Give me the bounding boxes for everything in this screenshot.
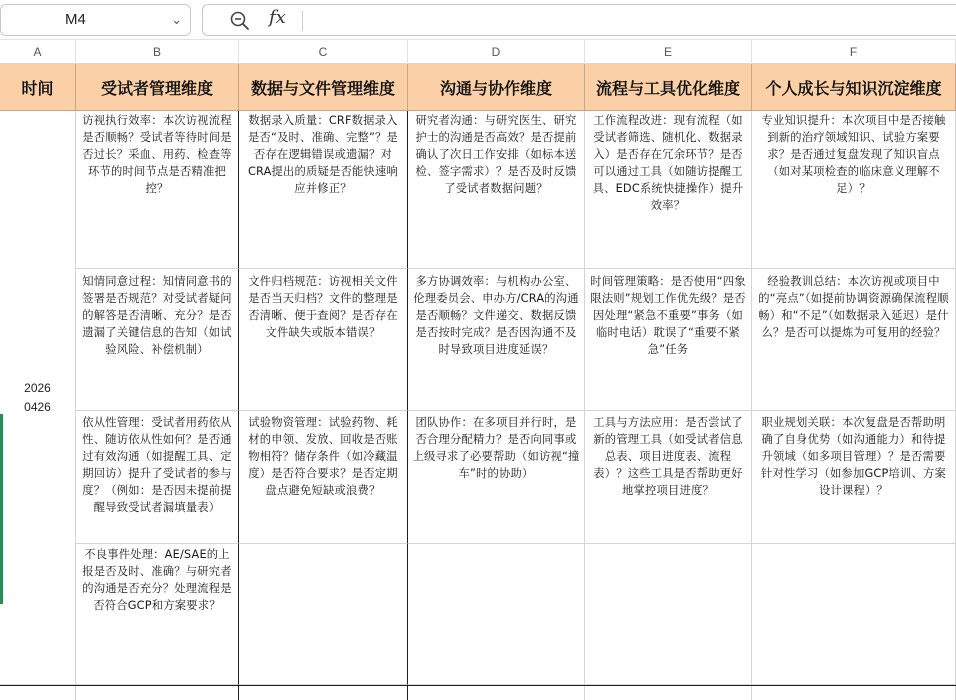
- table-cell[interactable]: 试验物资管理：试验药物、耗材的申领、发放、回收是否账物相符？储存条件（如冷藏温度）是否符合要求？是否定期盘点避免短缺或浪费？: [239, 411, 408, 544]
- name-box[interactable]: [0, 4, 191, 36]
- table-cell[interactable]: 不良事件处理：AE/SAE的上报是否及时、准确？与研究者的沟通是否充分？处理流程是否符合GCP和方案要求？: [76, 544, 239, 685]
- table-cell[interactable]: 数据录入质量：CRF数据录入是否“及时、准确、完整”？是否存在逻辑错误或遗漏？对CRA提出的质疑是否能快速响应并修正？: [239, 111, 408, 269]
- table-cell[interactable]: 经验教训总结：本次访视或项目中的“亮点”（如提前协调资源确保流程顺畅）和“不足”（如数据录入延迟）是什么？是否可以提炼为可复用的经验？: [752, 269, 956, 411]
- header-cell-subject[interactable]: 受试者管理维度: [76, 64, 239, 111]
- column-header-e[interactable]: E: [585, 40, 752, 64]
- table-cell[interactable]: 职业规划关联：本次复盘是否帮助明确了自身优势（如沟通能力）和待提升领域（如多项目管理）？是否需要针对性学习（如参加GCP培训、方案设计课程）？: [752, 411, 956, 544]
- table-cell[interactable]: 文件归档规范：访视相关文件是否当天归档？文件的整理是否清晰、便于查阅？是否存在文件缺失或版本错误？: [239, 269, 408, 411]
- table-cell[interactable]: [585, 544, 752, 685]
- table-cell[interactable]: 时间管理策略：是否使用“四象限法则”规划工作优先级？是否因处理“紧急不重要”事务（如临时电话）耽误了“重要不紧急”任务: [585, 269, 752, 411]
- empty-cell[interactable]: [239, 686, 408, 700]
- header-cell-data[interactable]: 数据与文件管理维度: [239, 64, 408, 111]
- table-cell[interactable]: 工作流程改进：现有流程（如受试者筛选、随机化、数据录入）是否存在冗余环节？是否可以通过工具（如随访提醒工具、EDC系统快捷操作）提升效率？: [585, 111, 752, 269]
- table-cell[interactable]: [239, 544, 408, 685]
- empty-cell[interactable]: [76, 686, 239, 700]
- time-cell[interactable]: 2026 0426: [0, 111, 76, 685]
- column-header-f[interactable]: F: [752, 40, 956, 64]
- formula-input-area[interactable]: [202, 4, 956, 36]
- header-cell-process[interactable]: 流程与工具优化维度: [585, 64, 752, 111]
- column-header-d[interactable]: D: [408, 40, 585, 64]
- header-cell-time[interactable]: 时间: [0, 64, 76, 111]
- table-cell[interactable]: 工具与方法应用：是否尝试了新的管理工具（如受试者信息总表、项目进度表、流程表）？这些工具是否帮助更好地掌控项目进度？: [585, 411, 752, 544]
- table-cell[interactable]: [408, 544, 585, 685]
- active-row-marker: [0, 414, 3, 604]
- empty-cell[interactable]: [585, 686, 752, 700]
- header-cell-growth[interactable]: 个人成长与知识沉淀维度: [752, 64, 956, 111]
- table-cell[interactable]: 访视执行效率：本次访视流程是否顺畅？受试者等待时间是否过长？采血、用药、检查等环节的时间节点是否精准把控？: [76, 111, 239, 269]
- column-header-bar: [0, 40, 956, 64]
- table-cell[interactable]: 依从性管理：受试者用药依从性、随访依从性如何？是否通过有效沟通（如提醒工具、定期回访）提升了受试者的参与度？（例如：是否因未提前提醒导致受试者漏填量表）: [76, 411, 239, 544]
- table-cell[interactable]: 团队协作：在多项目并行时，是否合理分配精力？是否向同事或上级寻求了必要帮助（如访视“撞车”时的协助）: [408, 411, 585, 544]
- table-cell[interactable]: [752, 544, 956, 685]
- fx-icon[interactable]: fx: [269, 7, 286, 28]
- table-cell[interactable]: 多方协调效率：与机构办公室、伦理委员会、申办方/CRA的沟通是否顺畅？文件递交、数据反馈是否按时完成？是否因沟通不及时导致项目进度延误？: [408, 269, 585, 411]
- empty-cell[interactable]: [752, 686, 956, 700]
- table-cell[interactable]: 研究者沟通：与研究医生、研究护士的沟通是否高效？是否提前确认了次日工作安排（如标本送检、签字需求）？是否及时反馈了受试者数据问题？: [408, 111, 585, 269]
- spreadsheet-grid: [0, 64, 956, 700]
- header-cell-communication[interactable]: 沟通与协作维度: [408, 64, 585, 111]
- column-header-b[interactable]: B: [76, 40, 239, 64]
- column-header-a[interactable]: A: [0, 40, 76, 64]
- name-box-value: M4: [65, 11, 86, 28]
- table-cell[interactable]: 专业知识提升：本次项目中是否接触到新的治疗领域知识、试验方案要求？是否通过复盘发现了知识盲点（如对某项检查的临床意义理解不足）？: [752, 111, 956, 269]
- chevron-down-icon[interactable]: ⌄: [171, 12, 182, 27]
- formula-divider: [302, 11, 303, 31]
- zoom-magnifier-icon[interactable]: [229, 10, 251, 32]
- table-cell[interactable]: 知情同意过程：知情同意书的签署是否规范？对受试者疑问的解答是否清晰、充分？是否遗漏了关键信息的告知（如试验风险、补偿机制）: [76, 269, 239, 411]
- column-header-c[interactable]: C: [239, 40, 408, 64]
- formula-bar: [0, 0, 956, 40]
- empty-cell[interactable]: [0, 686, 76, 700]
- empty-cell[interactable]: [408, 686, 585, 700]
